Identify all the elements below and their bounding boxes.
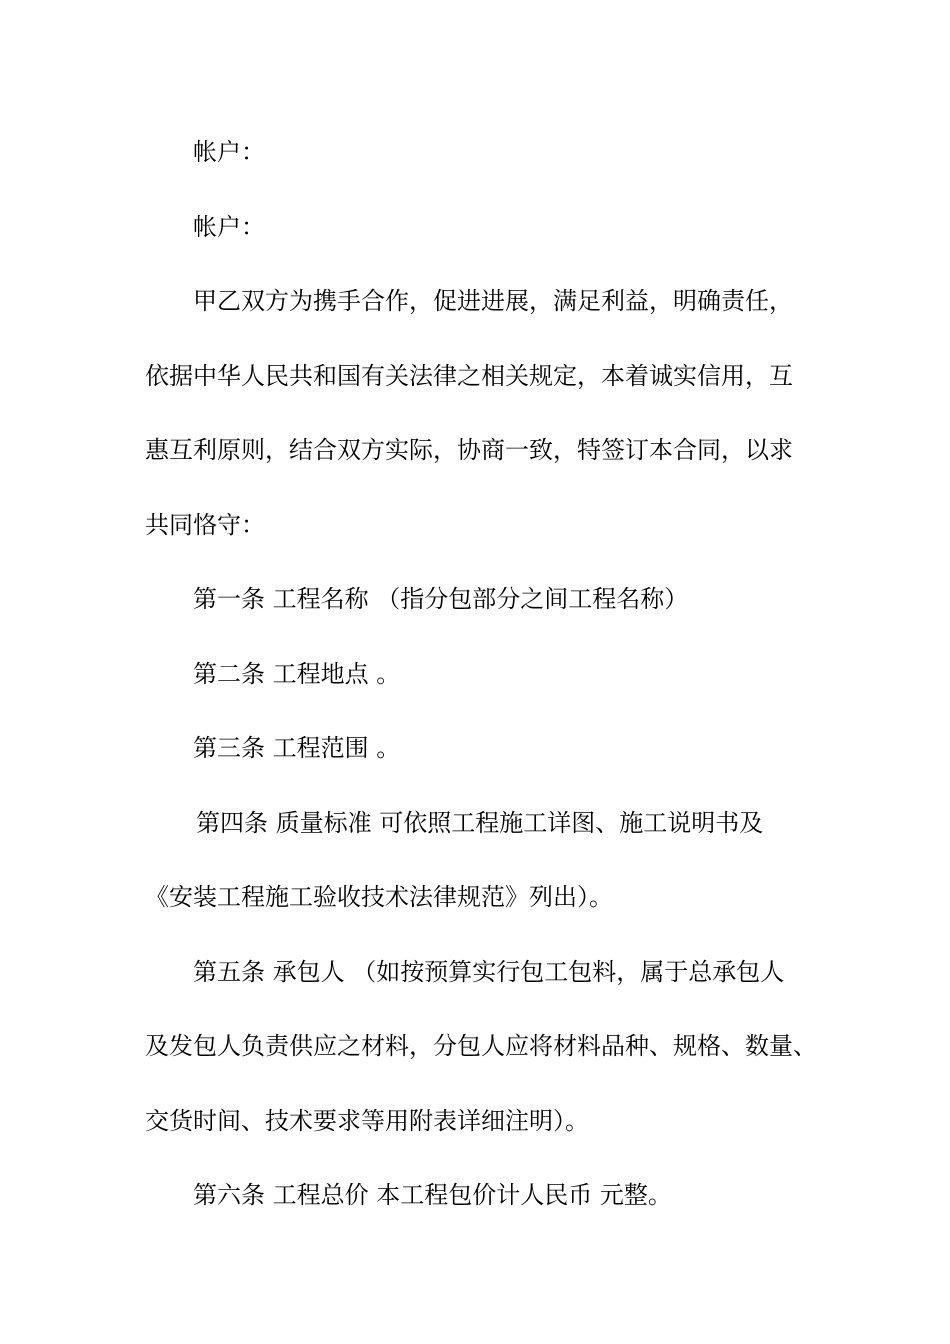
- preamble-line-3: 惠互利原则，结合双方实际，协商一致，特签订本合同，以求: [145, 436, 793, 464]
- preamble-line-1: 甲乙双方为携手合作，促进进展，满足利益，明确责任，: [193, 287, 793, 315]
- article-6-total-price: 第六条 工程总价 本工程包价计人民币 元整。: [193, 1181, 672, 1209]
- article-1-project-name: 第一条 工程名称 （指分包部分之间工程名称）: [193, 585, 689, 613]
- preamble-line-4: 共同恪守：: [145, 511, 265, 539]
- article-5-line-1: 第五条 承包人 （如按预算实行包工包料，属于总承包人: [193, 958, 785, 986]
- account-line-2: 帐户：: [193, 213, 265, 241]
- preamble-line-2: 依据中华人民共和国有关法律之相关规定，本着诚实信用，互: [145, 362, 793, 390]
- account-line-1: 帐户：: [193, 138, 265, 166]
- article-3-project-scope: 第三条 工程范围 。: [193, 734, 401, 762]
- article-2-project-site: 第二条 工程地点 。: [193, 660, 401, 688]
- article-4-line-1: 第四条 质量标准 可依照工程施工详图、施工说明书及: [196, 809, 764, 837]
- article-4-line-2: 《安装工程施工验收技术法律规范》列出）。: [145, 883, 613, 911]
- article-5-line-2: 及发包人负责供应之材料，分包人应将材料品种、规格、数量、: [145, 1032, 817, 1060]
- article-5-line-3: 交货时间、技术要求等用附表详细注明）。: [145, 1107, 589, 1135]
